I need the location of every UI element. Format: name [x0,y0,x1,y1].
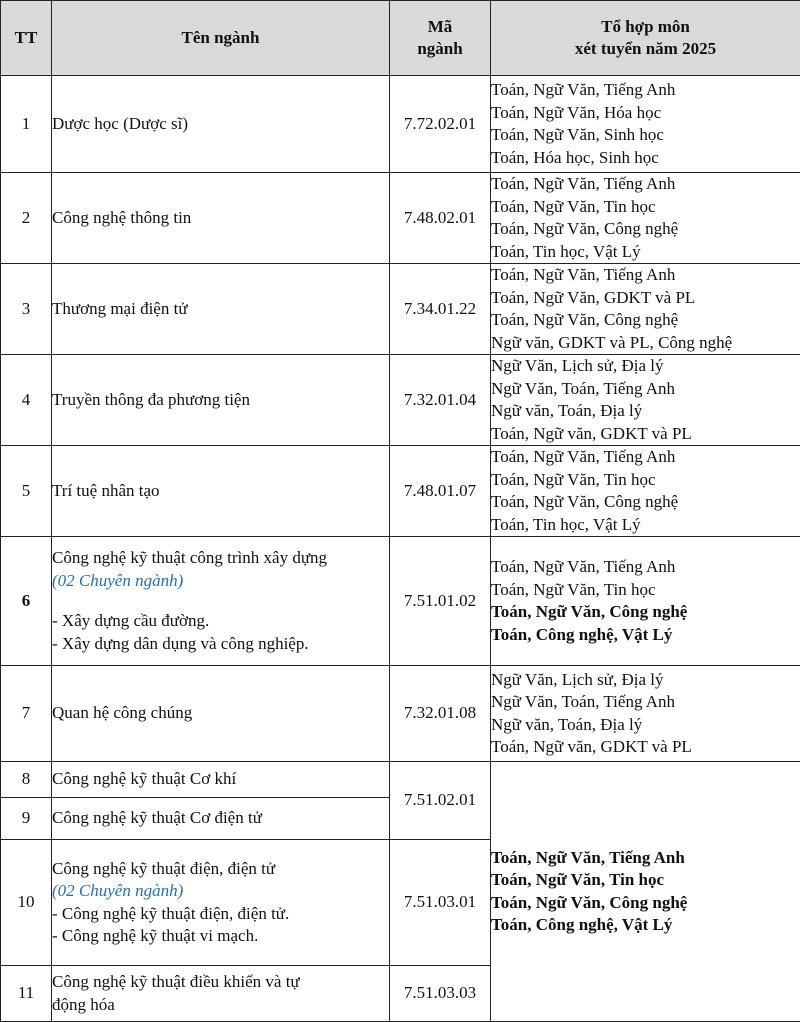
combo-item: Toán, Ngữ Văn, Công nghệ [491,309,800,332]
major-name: Công nghệ kỹ thuật điện, điện tử [52,858,389,881]
header-tt: TT [1,1,52,76]
major-name-cell [52,537,390,666]
major-name: Quan hệ công chúng [52,666,390,762]
combo-item: Toán, Ngữ Văn, Công nghệ [491,601,800,624]
specialty-item: - Xây dựng cầu đường. [52,610,389,633]
row-number: 3 [1,264,52,355]
subject-combos-shared [491,762,800,1022]
combo-item: Ngữ Văn, Lịch sử, Địa lý [491,355,800,378]
combo-item: Toán, Ngữ Văn, Công nghệ [491,491,800,514]
table-row [1,666,800,762]
major-code: 7.34.01.22 [390,264,491,355]
major-code-shared: 7.51.02.01 [390,762,491,840]
combo-item: Ngữ Văn, Toán, Tiếng Anh [491,378,800,401]
major-name-cell [52,840,390,966]
major-name-continued: động hóa [52,994,389,1017]
major-code: 7.72.02.01 [390,76,491,173]
table-row [1,264,800,355]
combo-item: Toán, Hóa học, Sinh học [491,147,800,170]
major-code: 7.48.02.01 [390,173,491,264]
major-name: Truyền thông đa phương tiện [52,355,390,446]
combo-item: Toán, Ngữ Văn, Tiếng Anh [491,79,800,102]
table-row [1,446,800,537]
combo-item: Ngữ Văn, Lịch sử, Địa lý [491,669,800,692]
table-row [1,762,800,798]
combo-item: Toán, Ngữ Văn, Tiếng Anh [491,556,800,579]
combo-item: Ngữ Văn, Toán, Tiếng Anh [491,691,800,714]
specialty-item: - Công nghệ kỹ thuật vi mạch. [52,925,389,948]
specialty-item: - Công nghệ kỹ thuật điện, điện tử. [52,903,389,926]
combo-item: Toán, Công nghệ, Vật Lý [491,624,800,647]
subject-combos [491,76,800,173]
table-row [1,173,800,264]
combo-item: Toán, Ngữ Văn, Tin học [491,469,800,492]
major-name: Công nghệ kỹ thuật Cơ điện tử [52,798,390,840]
major-code: 7.48.01.07 [390,446,491,537]
combo-item: Toán, Ngữ Văn, Tiếng Anh [491,847,800,870]
major-name: Công nghệ kỹ thuật Cơ khí [52,762,390,798]
row-number: 11 [1,966,52,1022]
specialty-count: (02 Chuyên ngành) [52,880,389,903]
combo-item: Toán, Ngữ Văn, Tiếng Anh [491,446,800,469]
major-code: 7.51.03.01 [390,840,491,966]
combo-item: Toán, Ngữ Văn, Công nghệ [491,892,800,915]
subject-combos [491,264,800,355]
table-row [1,76,800,173]
row-number: 9 [1,798,52,840]
subject-combos [491,446,800,537]
combo-item: Toán, Ngữ Văn, Hóa học [491,102,800,125]
row-number: 8 [1,762,52,798]
table-row [1,355,800,446]
header-code-line1: Mã [390,16,490,39]
combo-item: Ngữ văn, GDKT và PL, Công nghệ [491,332,800,355]
major-code: 7.51.03.03 [390,966,491,1022]
combo-item: Toán, Ngữ văn, GDKT và PL [491,736,800,759]
header-name: Tên ngành [52,1,390,76]
subject-combos [491,666,800,762]
row-number: 2 [1,173,52,264]
combo-item: Toán, Ngữ Văn, Tin học [491,869,800,892]
combo-item: Toán, Ngữ Văn, Công nghệ [491,218,800,241]
combo-item: Toán, Ngữ Văn, Tiếng Anh [491,173,800,196]
combo-item: Toán, Ngữ văn, GDKT và PL [491,423,800,446]
header-combo-line1: Tổ hợp môn [491,16,800,39]
combo-item: Ngữ văn, Toán, Địa lý [491,400,800,423]
combo-item: Toán, Ngữ Văn, Tiếng Anh [491,264,800,287]
major-name: Dược học (Dược sĩ) [52,76,390,173]
combo-item: Toán, Ngữ Văn, Tin học [491,196,800,219]
major-code: 7.51.01.02 [390,537,491,666]
combo-item: Toán, Tin học, Vật Lý [491,241,800,264]
major-name: Công nghệ thông tin [52,173,390,264]
specialty-count: (02 Chuyên ngành) [52,570,389,593]
subject-combos [491,355,800,446]
major-name: Công nghệ kỹ thuật điều khiển và tự [52,971,389,994]
row-number: 7 [1,666,52,762]
subject-combos [491,173,800,264]
combo-item: Toán, Công nghệ, Vật Lý [491,914,800,937]
major-name-cell [52,966,390,1022]
combo-item: Toán, Ngữ Văn, GDKT và PL [491,287,800,310]
header-code [390,1,491,76]
row-number: 6 [1,537,52,666]
major-code: 7.32.01.08 [390,666,491,762]
subject-combos [491,537,800,666]
specialty-item: - Xây dựng dân dụng và công nghiệp. [52,633,389,656]
header-code-line2: ngành [390,38,490,61]
header-row [1,1,800,76]
major-code: 7.32.01.04 [390,355,491,446]
combo-item: Toán, Tin học, Vật Lý [491,514,800,537]
major-name: Trí tuệ nhân tạo [52,446,390,537]
table-row [1,537,800,666]
header-combo-line2: xét tuyển năm 2025 [491,38,800,61]
combo-item: Toán, Ngữ Văn, Tin học [491,579,800,602]
row-number: 4 [1,355,52,446]
major-name: Công nghệ kỹ thuật công trình xây dựng [52,547,389,570]
row-number: 1 [1,76,52,173]
major-name: Thương mại điện tử [52,264,390,355]
combo-item: Ngữ văn, Toán, Địa lý [491,714,800,737]
row-number: 10 [1,840,52,966]
row-number: 5 [1,446,52,537]
combo-item: Toán, Ngữ Văn, Sinh học [491,124,800,147]
header-combo [491,1,800,76]
spacer [52,592,389,610]
